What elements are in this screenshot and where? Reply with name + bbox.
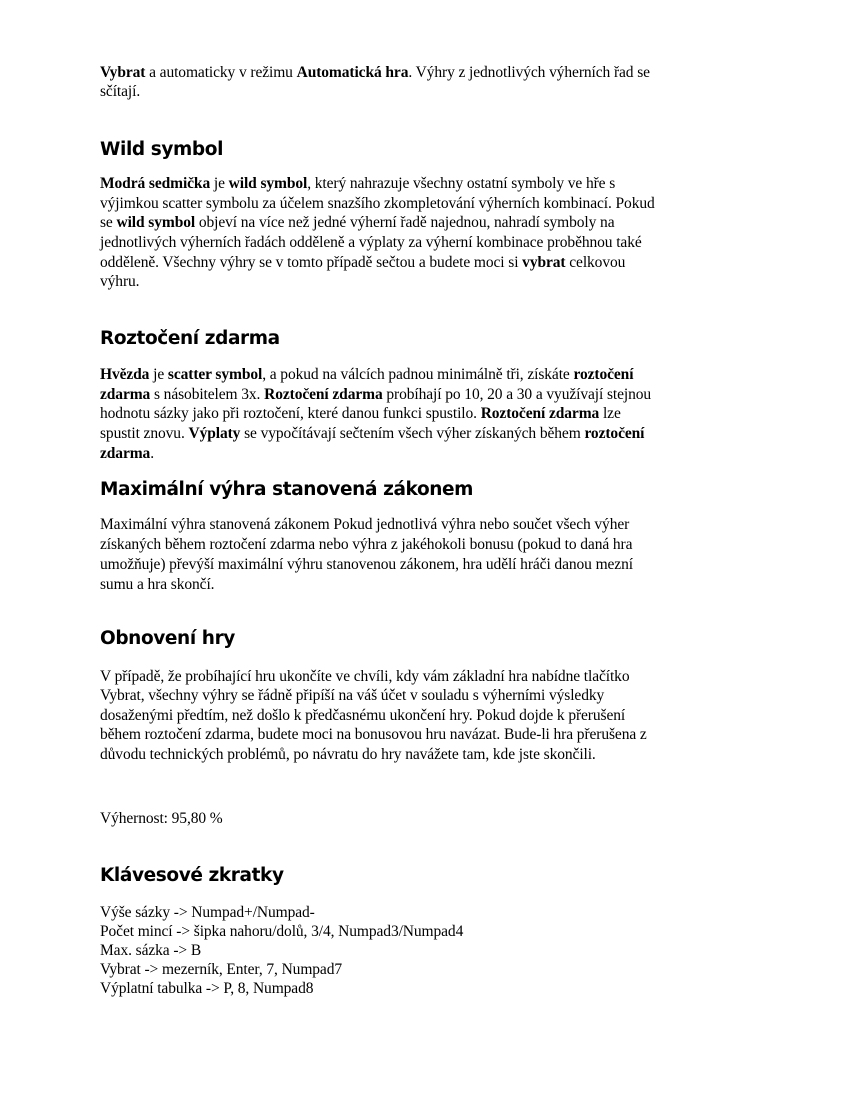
paragraph-line	[100, 174, 615, 193]
text: jednotlivých výherních řadách odděleně a výplaty za výherní kombinace proběhnou také	[100, 234, 642, 251]
text: sumu a hra skončí.	[100, 576, 215, 593]
bold-text: Vybrat	[100, 64, 146, 81]
paragraph-line	[100, 194, 655, 213]
paragraph-line	[100, 365, 633, 384]
paragraph-line	[100, 404, 621, 423]
section-heading: Klávesové zkratky	[100, 865, 284, 886]
text: s násobitelem 3x.	[150, 386, 265, 403]
paragraph-line	[100, 706, 625, 725]
text: .	[150, 445, 154, 462]
paragraph-line	[100, 960, 342, 979]
text: výjimkou scatter symbolu za účelem snazšího zkompletování výherních kombinací. Pokud	[100, 195, 655, 212]
text: hodnotu sázky jako při roztočení, které danou funkci spustilo.	[100, 405, 481, 422]
section-heading: Obnovení hry	[100, 628, 235, 649]
paragraph-line	[100, 82, 140, 101]
text: . Výhry z jednotlivých výherních řad se	[408, 64, 650, 81]
text: sčítají.	[100, 83, 141, 100]
text: je	[210, 175, 229, 192]
text: lze	[599, 405, 621, 422]
bold-text: Roztočení zdarma	[480, 405, 600, 422]
text: během roztočení zdarma, budete moci na bonusovou hru navázat. Bude-li hra přerušena z	[100, 726, 647, 743]
paragraph-line	[100, 575, 214, 594]
bold-text: scatter symbol	[167, 366, 263, 383]
paragraph-line	[100, 63, 650, 82]
bold-text: Výplaty	[188, 425, 241, 442]
paragraph-line	[100, 535, 632, 554]
text: , a pokud na válcích padnou minimálně tři, získáte	[262, 366, 574, 383]
text: se	[100, 214, 117, 231]
bold-text: Hvězda	[100, 366, 150, 383]
text: získaných během roztočení zdarma nebo výhra z jakéhokoli bonusu (pokud to daná hra	[100, 536, 633, 553]
bold-text: Automatická hra	[296, 64, 409, 81]
paragraph-line	[100, 555, 633, 574]
text: Max. sázka -> B	[100, 942, 202, 959]
bold-text: zdarma	[100, 386, 151, 403]
paragraph-line	[100, 941, 201, 960]
text: umožňuje) převýší maximální výhru stanovenou zákonem, hra udělí hráči danou mezní	[100, 556, 633, 573]
text: odděleně. Všechny výhry se v tomto případě sečtou a budete moci si	[100, 254, 523, 271]
text: důvodu technických problémů, po návratu do hry navážete tam, kde jste skončili.	[100, 746, 596, 763]
text: V případě, že probíhající hru ukončíte ve chvíli, kdy vám základní hra nabídne tlačítko	[100, 668, 630, 685]
paragraph-line	[100, 213, 614, 232]
paragraph-line	[100, 922, 463, 941]
paragraph-line	[100, 444, 154, 463]
paragraph-line	[100, 725, 647, 744]
text: objeví na více než jedné výherní řadě najednou, nahradí symboly na	[195, 214, 615, 231]
text: probíhají po 10, 20 a 30 a využívají stejnou	[382, 386, 652, 403]
text: Výše sázky -> Numpad+/Numpad-	[100, 904, 315, 921]
text: dosaženými předtím, než došlo k předčasnému ukončení hry. Pokud dojde k přerušení	[100, 707, 626, 724]
bold-text: roztočení	[584, 425, 645, 442]
paragraph-line	[100, 745, 596, 764]
section-heading: Wild symbol	[100, 139, 224, 160]
bold-text: roztočení	[573, 366, 634, 383]
paragraph-line	[100, 979, 313, 998]
paragraph-line	[100, 667, 629, 686]
text: , který nahrazuje všechny ostatní symboly ve hře s	[307, 175, 616, 192]
text: Vybrat, všechny výhry se řádně připíší na váš účet v souladu s výherními výsledky	[100, 687, 605, 704]
bold-text: wild symbol	[228, 175, 308, 192]
bold-text: zdarma	[100, 445, 151, 462]
paragraph-line	[100, 424, 644, 443]
text: spustit znovu.	[100, 425, 189, 442]
text: celkovou	[565, 254, 626, 271]
text: je	[149, 366, 168, 383]
paragraph-line	[100, 515, 629, 534]
section-heading: Roztočení zdarma	[100, 328, 280, 349]
paragraph-line	[100, 809, 223, 828]
paragraph-line	[100, 253, 625, 272]
text: Výhernost: 95,80 %	[100, 810, 223, 827]
paragraph-line	[100, 272, 139, 291]
text: Vybrat -> mezerník, Enter, 7, Numpad7	[100, 961, 343, 978]
paragraph-line	[100, 233, 642, 252]
text: Výplatní tabulka -> P, 8, Numpad8	[100, 980, 314, 997]
bold-text: Modrá sedmička	[100, 175, 211, 192]
text: Maximální výhra stanovená zákonem Pokud jednotlivá výhra nebo součet všech výher	[100, 516, 630, 533]
paragraph-line	[100, 385, 651, 404]
section-heading: Maximální výhra stanovená zákonem	[100, 479, 474, 500]
text: se vypočítávají sečtením všech výher získaných během	[240, 425, 585, 442]
text: výhru.	[100, 273, 140, 290]
bold-text: vybrat	[522, 254, 566, 271]
bold-text: wild symbol	[116, 214, 196, 231]
text: a automaticky v režimu	[145, 64, 297, 81]
paragraph-line	[100, 686, 604, 705]
bold-text: Roztočení zdarma	[264, 386, 383, 403]
paragraph-line	[100, 903, 315, 922]
text: Počet mincí -> šipka nahoru/dolů, 3/4, Numpad3/Numpad4	[100, 923, 464, 940]
